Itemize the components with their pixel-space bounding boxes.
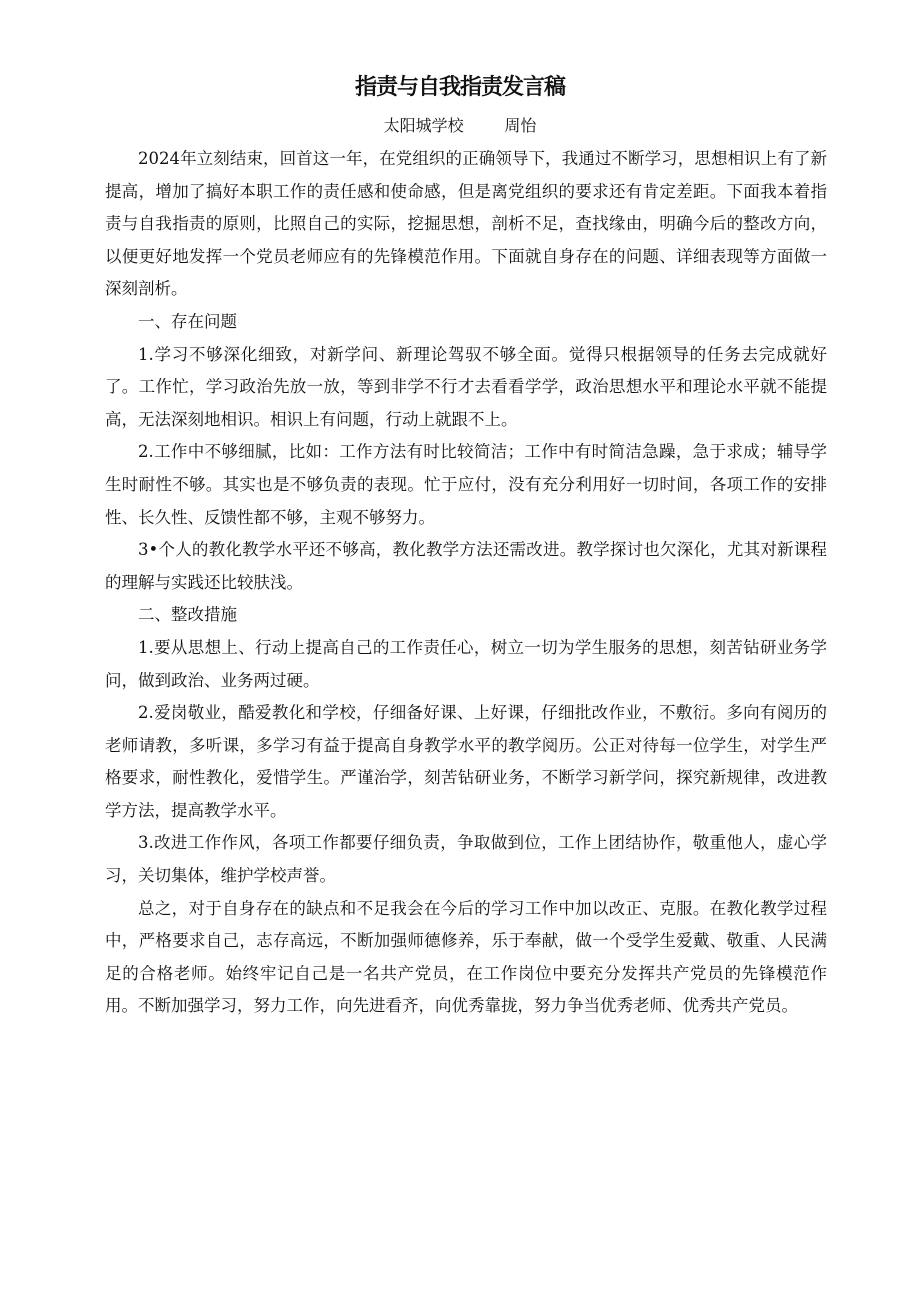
document-body bbox=[105, 143, 827, 1023]
paragraph-measure-3: 3.改进工作作风，各项工作都要仔细负责，争取做到位，工作上团结协作，敬重他人，虚心学习，关切集体，维护学校声誉。 bbox=[105, 833, 827, 886]
paragraph-measure-2: 2.爱岗敬业，酷爱教化和学校，仔细备好课、上好课，仔细批改作业，不敷衍。多向有阅历的老师请教，多听课，多学习有益于提高自身教学水平的教学阅历。公正对待每一位学生，对学生严格要求，耐性教化，爱惜学生。严谨治学，刻苦钻研业务，不断学习新学问，探究新规律，改进教学方法，提高教学水平。 bbox=[105, 703, 827, 820]
author-byline: 太阳城学校 周怡 bbox=[383, 116, 537, 135]
paragraph-problem-1: 1.学习不够深化细致，对新学问、新理论驾驭不够全面。觉得只根据领导的任务去完成就好了。工作忙，学习政治先放一放，等到非学不行才去看看学学，政治思想水平和理论水平就不能提高，无法深刻地相识。相识上有问题，行动上就跟不上。 bbox=[105, 344, 827, 429]
paragraph-problem-3: 3•个人的教化教学水平还不够高，教化教学方法还需改进。教学探讨也欠深化，尤其对新课程的理解与实践还比较肤浅。 bbox=[105, 540, 827, 592]
section-heading-measures: 二、整改措施 bbox=[138, 605, 237, 625]
paragraph-measure-1: 1.要从思想上、行动上提高自己的工作责任心，树立一切为学生服务的思想，刻苦钻研业务学问，做到政治、业务两过硬。 bbox=[105, 637, 827, 690]
document-title: 指责与自我指责发言稿 bbox=[354, 75, 565, 100]
paragraph-problem-2: 2.工作中不够细腻，比如：工作方法有时比较简洁；工作中有时简洁急躁，急于求成；辅导学生时耐性不够。其实也是不够负责的表现。忙于应付，没有充分利用好一切时间，各项工作的安排性、长久性、反馈性都不够，主观不够努力。 bbox=[105, 442, 827, 527]
section-heading-problems: 一、存在问题 bbox=[138, 311, 237, 331]
paragraph-conclusion: 总之，对于自身存在的缺点和不足我会在今后的学习工作中加以改正、克服。在教化教学过程中，严格要求自己，志存高远，不断加强师德修养，乐于奉献，做一个受学生爱戴、敬重、人民满足的合格老师。始终牢记自己是一名共产党员，在工作岗位中要充分发挥共产党员的先锋模范作用。不断加强学习，努力工作，向先进看齐，向优秀靠拢，努力争当优秀老师、优秀共产党员。 bbox=[105, 898, 827, 1016]
paragraph-intro: 2024年立刻结束，回首这一年，在党组织的正确领导下，我通过不断学习，思想相识上有了新提高，增加了搞好本职工作的责任感和使命感，但是离党组织的要求还有肯定差距。下面我本着指责与自我指责的原则，比照自己的实际，挖掘思想，剖析不足，查找缘由，明确今后的整改方向，以便更好地发挥一个党员老师应有的先锋模范作用。下面就自身存在的问题、详细表现等方面做一深刻剖析。 bbox=[105, 149, 827, 299]
